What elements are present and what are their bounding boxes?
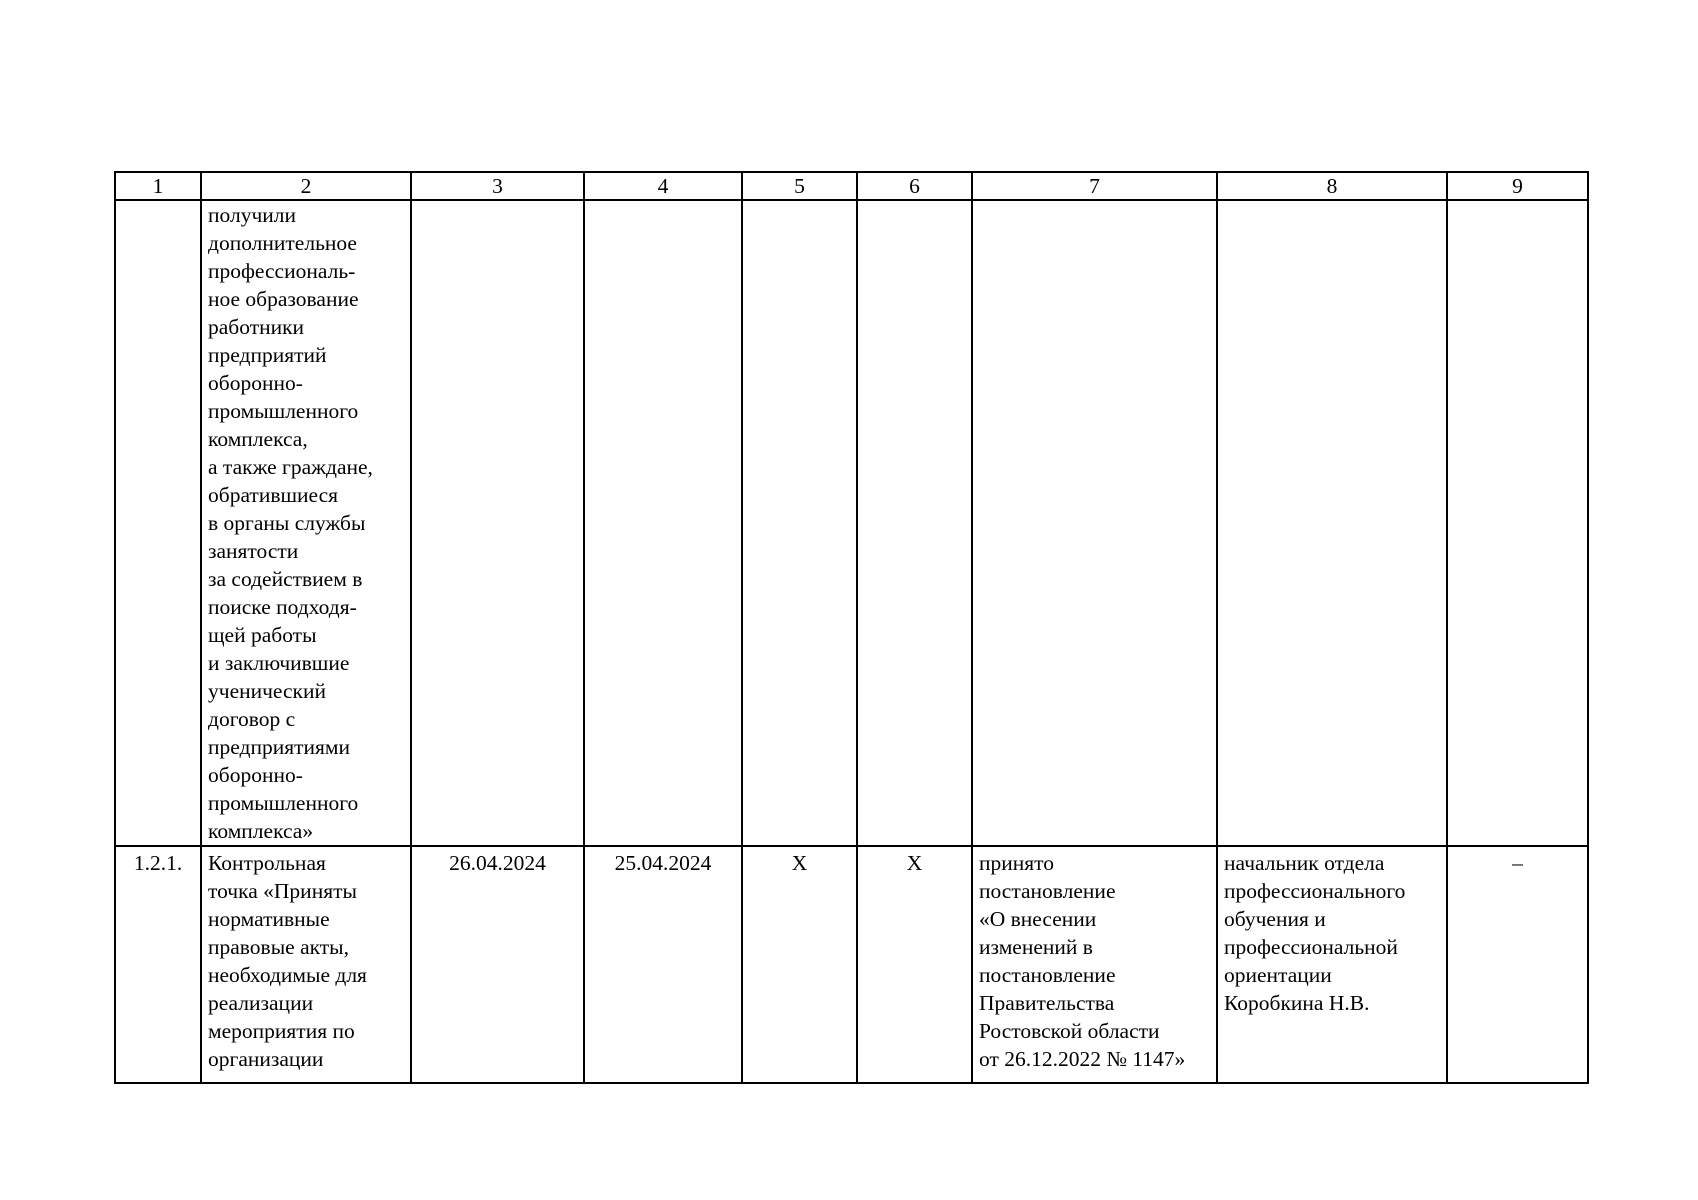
text-line: постановление (979, 963, 1116, 987)
text-line: необходимые для (208, 963, 367, 987)
text-line: от 26.12.2022 № 1147» (979, 1047, 1186, 1071)
cell-number-empty (115, 200, 201, 846)
text-line: и заключившие (208, 651, 350, 675)
text-line: «О внесении (979, 907, 1097, 931)
text-line: промышленного (208, 791, 359, 815)
text-line: профессиональ- (208, 259, 356, 283)
table-row-1-2-1 (115, 846, 1588, 1083)
header-cell-2: 2 (201, 172, 411, 200)
text-line: мероприятия по (208, 1019, 355, 1043)
cell-result (972, 846, 1217, 1083)
text-line: в органы службы (208, 511, 366, 535)
text-line: занятости (208, 539, 299, 563)
cell-empty-3 (411, 200, 584, 846)
text-line: работники (208, 315, 305, 339)
text-line: точка «Приняты (208, 879, 357, 903)
text-line: организации (208, 1047, 324, 1071)
text-line: промышленного (208, 399, 359, 423)
text-line: реализации (208, 991, 314, 1015)
text-line: Контрольная (208, 851, 326, 875)
text-line: принято (979, 851, 1055, 875)
text-line: начальник отдела (1224, 851, 1385, 875)
text-line: изменений в (979, 935, 1093, 959)
text-line: обучения и (1224, 907, 1326, 931)
header-cell-4: 4 (584, 172, 742, 200)
header-row (115, 172, 1588, 200)
text-line: Правительства (979, 991, 1115, 1015)
text-line: предприятий (208, 343, 327, 367)
cell-date-fact: 25.04.2024 (584, 846, 742, 1083)
text-line: оборонно- (208, 763, 303, 787)
text-line: Коробкина Н.В. (1224, 991, 1370, 1015)
text-line: за содействием в (208, 567, 363, 591)
text-line: правовые акты, (208, 935, 349, 959)
text-line: обратившиеся (208, 483, 339, 507)
cell-empty-4 (584, 200, 742, 846)
table-row-continuation (115, 200, 1588, 846)
text-line: комплекса, (208, 427, 308, 451)
cell-col9-dash: – (1447, 846, 1588, 1083)
cell-col6-mark: Х (857, 846, 972, 1083)
text-line: нормативные (208, 907, 330, 931)
text-line: дополнительное (208, 231, 357, 255)
cell-row-number: 1.2.1. (115, 846, 201, 1083)
cell-empty-5 (742, 200, 857, 846)
header-cell-8: 8 (1217, 172, 1447, 200)
text-line: комплекса» (208, 819, 314, 843)
cell-empty-9 (1447, 200, 1588, 846)
header-cell-9: 9 (1447, 172, 1588, 200)
cell-description-continuation (201, 200, 411, 846)
text-line: предприятиями (208, 735, 351, 759)
header-cell-6: 6 (857, 172, 972, 200)
text-line: профессиональной (1224, 935, 1398, 959)
text-line: щей работы (208, 623, 317, 647)
header-cell-3: 3 (411, 172, 584, 200)
header-cell-5: 5 (742, 172, 857, 200)
text-line: ученический (208, 679, 327, 703)
text-line: договор с (208, 707, 296, 731)
cell-description (201, 846, 411, 1083)
text-line: получили (208, 203, 297, 227)
text-line: а также граждане, (208, 455, 373, 479)
text-line: ориентации (1224, 963, 1332, 987)
cell-date-plan: 26.04.2024 (411, 846, 584, 1083)
text-line: профессионального (1224, 879, 1406, 903)
cell-empty-7 (972, 200, 1217, 846)
cell-col5-mark: Х (742, 846, 857, 1083)
header-cell-1: 1 (115, 172, 201, 200)
cell-empty-8 (1217, 200, 1447, 846)
text-line: постановление (979, 879, 1116, 903)
cell-responsible (1217, 846, 1447, 1083)
text-line: поиске подходя- (208, 595, 357, 619)
report-table (114, 171, 1589, 1084)
text-line: Ростовской области (979, 1019, 1160, 1043)
text-line: ное образование (208, 287, 359, 311)
header-cell-7: 7 (972, 172, 1217, 200)
text-line: оборонно- (208, 371, 303, 395)
cell-empty-6 (857, 200, 972, 846)
